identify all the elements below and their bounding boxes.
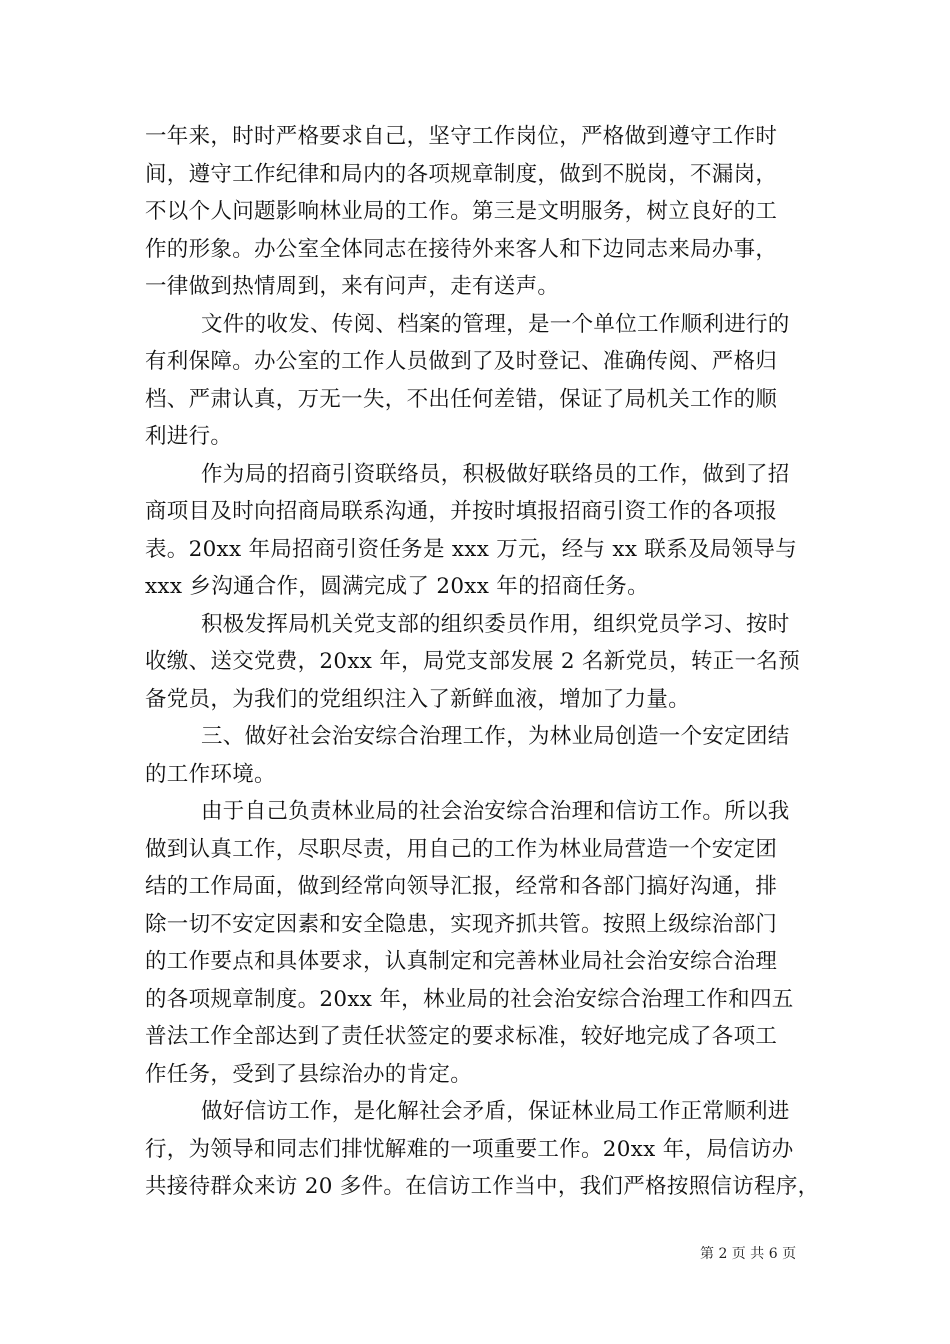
text-line: 利进行。: [145, 424, 233, 449]
page-number: 第 2 页 共 6 页: [700, 1246, 797, 1262]
text-line: 表。20xx 年局招商引资任务是 xxx 万元，经与 xx 联系及局领导与: [145, 536, 798, 562]
text-line: 商项目及时向招商局联系沟通，并按时填报招商引资工作的各项报: [145, 499, 778, 524]
paragraph-first-line: 作为局的招商引资联络员，积极做好联络员的工作，做到了招: [201, 461, 790, 487]
text-line: 档、严肃认真，万无一失，不出任何差错，保证了局机关工作的顺: [145, 386, 778, 412]
text-line: 收缴、送交党费，20xx 年，局党支部发展 2 名新党员，转正一名预: [145, 649, 800, 674]
text-line: 共接待群众来访 20 多件。在信访工作当中，我们严格按照信访程序，: [145, 1174, 820, 1199]
text-line: 普法工作全部达到了责任状签定的要求标准，较好地完成了各项工: [145, 1024, 778, 1049]
text-line: 有利保障。办公室的工作人员做到了及时登记、准确传阅、严格归: [145, 349, 778, 374]
text-line: 的各项规章制度。20xx 年，林业局的社会治安综合治理工作和四五: [145, 986, 794, 1012]
text-line: 作的形象。办公室全体同志在接待外来客人和下边同志来局办事，: [145, 236, 778, 262]
text-line: 一年来，时时严格要求自己，坚守工作岗位，严格做到遵守工作时: [145, 124, 778, 149]
text-line: 的工作要点和具体要求，认真制定和完善林业局社会治安综合治理: [145, 949, 778, 974]
paragraph-first-line: 由于自己负责林业局的社会治安综合治理和信访工作。所以我: [201, 799, 790, 824]
text-line: 一律做到热情周到，来有问声，走有送声。: [145, 274, 560, 299]
section-heading: 三、做好社会治安综合治理工作，为林业局创造一个安定团结: [201, 724, 790, 749]
text-line: 备党员，为我们的党组织注入了新鲜血液，增加了力量。: [145, 686, 691, 712]
text-line: 作任务，受到了县综治办的肯定。: [145, 1061, 473, 1087]
text-line: 除一切不安定因素和安全隐患，实现齐抓共管。按照上级综治部门: [145, 911, 778, 937]
text-line: 行，为领导和同志们排忧解难的一项重要工作。20xx 年，局信访办: [145, 1136, 794, 1162]
text-line: 做到认真工作，尽职尽责，用自己的工作为林业局营造一个安定团: [145, 836, 778, 862]
paragraph-first-line: 积极发挥局机关党支部的组织委员作用，组织党员学习、按时: [201, 611, 790, 637]
text-line: xxx 乡沟通合作，圆满完成了 20xx 年的招商任务。: [145, 574, 649, 599]
text-line: 不以个人问题影响林业局的工作。第三是文明服务，树立良好的工: [145, 199, 778, 224]
document-body: [145, 118, 820, 1206]
text-line: 的工作环境。: [145, 761, 276, 787]
text-line: 结的工作局面，做到经常向领导汇报，经常和各部门搞好沟通，排: [145, 874, 778, 899]
paragraph-first-line: 做好信访工作，是化解社会矛盾，保证林业局工作正常顺利进: [201, 1099, 790, 1124]
text-line: 间，遵守工作纪律和局内的各项规章制度，做到不脱岗，不漏岗，: [145, 161, 778, 187]
paragraph-first-line: 文件的收发、传阅、档案的管理，是一个单位工作顺利进行的: [201, 311, 790, 337]
